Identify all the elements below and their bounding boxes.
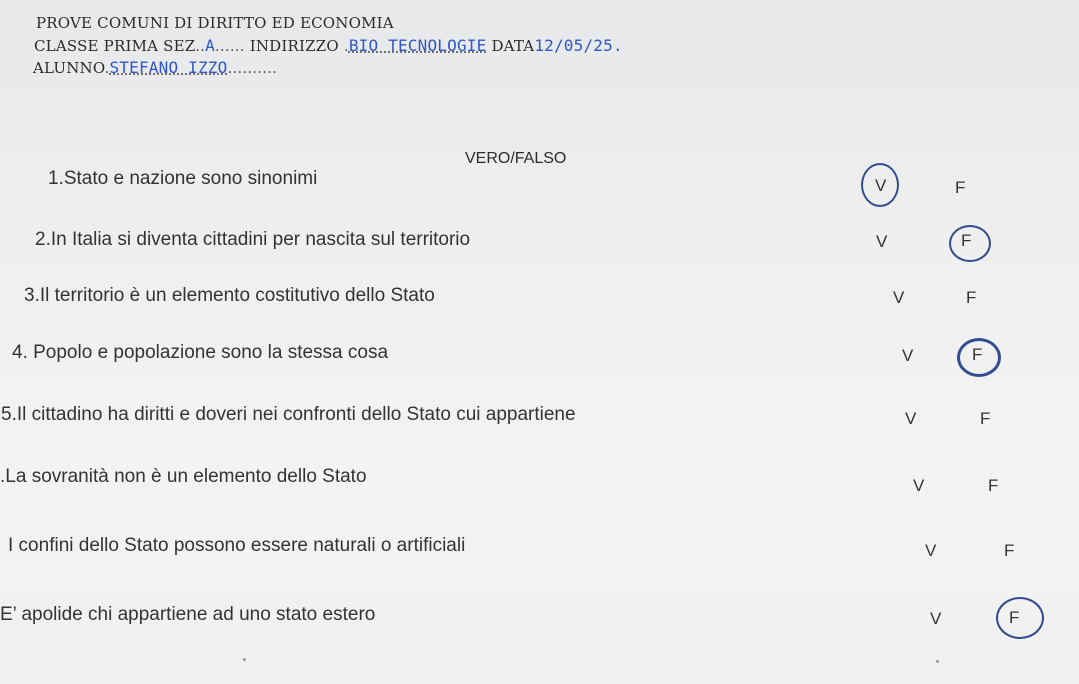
question-8: E’ apolide chi appartiene ad uno stato estero [0, 604, 376, 625]
question-6: .La sovranità non è un elemento dello Stato [0, 466, 367, 487]
section-title: VERO/FALSO [465, 150, 567, 167]
option-f-2[interactable]: F [961, 231, 972, 250]
option-v-1[interactable]: V [875, 176, 887, 195]
answer-circle-4 [957, 338, 1001, 377]
header-line-3: ALUNNO.STEFANO IZZO.......... [33, 58, 278, 77]
option-v-7[interactable]: V [925, 541, 937, 560]
option-v-6[interactable]: V [913, 476, 925, 495]
question-3: 3.Il territorio è un elemento costitutivo dello Stato [24, 285, 435, 306]
option-f-8[interactable]: F [1009, 608, 1020, 627]
option-f-1[interactable]: F [955, 178, 966, 197]
option-f-4[interactable]: F [972, 345, 983, 364]
question-7: I confini dello Stato possono essere naturali o artificiali [8, 535, 466, 556]
option-v-8[interactable]: V [930, 609, 942, 628]
ink-dot [936, 660, 939, 663]
answer-circle-8 [996, 597, 1044, 639]
data-label: DATA [491, 37, 535, 55]
question-1: 1.Stato e nazione sono sinonimi [48, 168, 318, 189]
option-v-4[interactable]: V [902, 346, 914, 365]
ink-dot [243, 658, 246, 661]
test-title: PROVE COMUNI DI DIRITTO ED ECONOMIA [36, 14, 394, 32]
header-line-2: CLASSE PRIMA SEZ..A...... INDIRIZZO .BIO TECNOLOGIE DATA12/05/25. [34, 36, 623, 55]
question-5: 5.Il cittadino ha diritti e doveri nei confronti dello Stato cui appartiene [1, 404, 576, 425]
option-v-3[interactable]: V [893, 288, 905, 307]
header-line-1 [36, 14, 394, 32]
option-v-2[interactable]: V [876, 232, 888, 251]
classe-label: CLASSE PRIMA SEZ [34, 37, 196, 55]
answer-circle-2 [949, 225, 991, 262]
option-f-3[interactable]: F [966, 288, 977, 307]
option-v-5[interactable]: V [905, 409, 917, 428]
alunno-label: ALUNNO [33, 59, 105, 77]
option-f-5[interactable]: F [980, 409, 991, 428]
question-2: 2.In Italia si diventa cittadini per nascita sul territorio [35, 229, 471, 250]
indirizzo-value: BIO TECNOLOGIE [348, 36, 487, 55]
option-f-7[interactable]: F [1004, 541, 1015, 560]
option-f-6[interactable]: F [988, 476, 999, 495]
sez-value: A [205, 36, 215, 55]
data-value: 12/05/25. [534, 36, 623, 55]
indirizzo-label: INDIRIZZO [249, 37, 339, 55]
answer-circle-1 [861, 163, 899, 207]
alunno-value: STEFANO IZZO [109, 58, 228, 77]
question-4: 4. Popolo e popolazione sono la stessa cosa [12, 342, 389, 363]
